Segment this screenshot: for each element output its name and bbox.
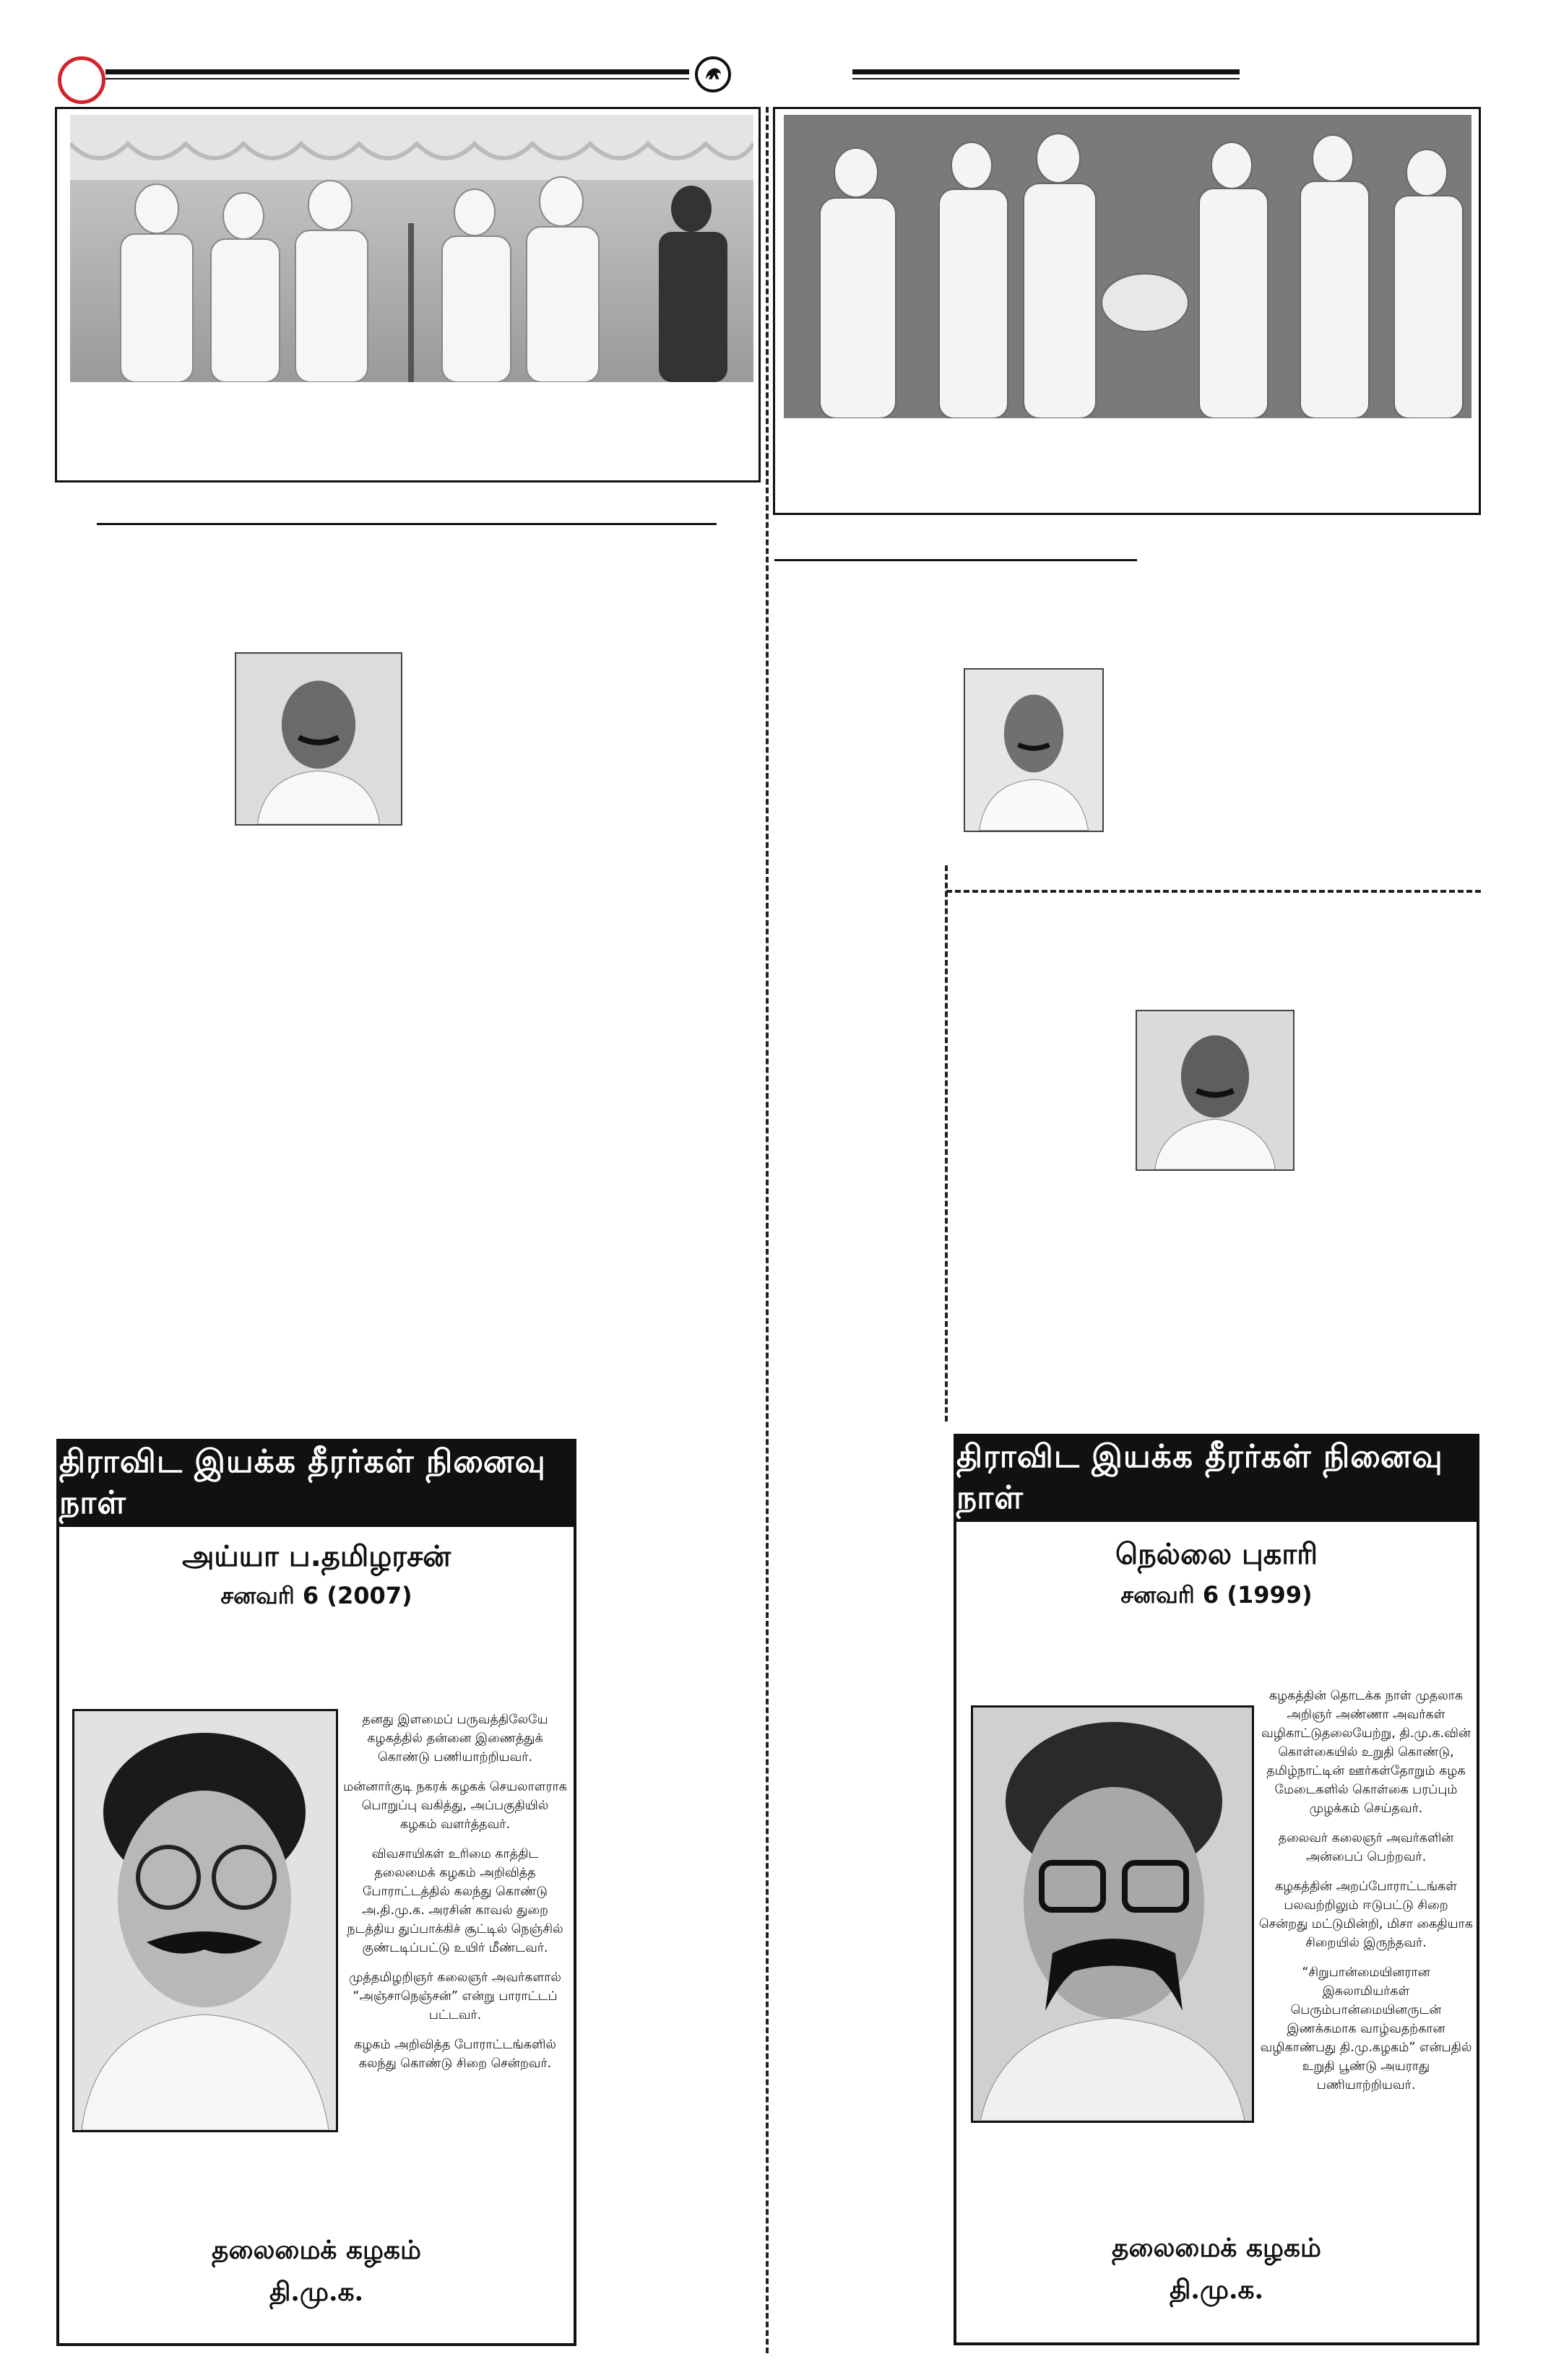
memorial-paragraph: முத்தமிழறிஞர் கலைஞர் அவர்களால் “அஞ்சாநெஞ்சன்” என்று பாராட்டப் பட்டவர். (349, 1970, 561, 2022)
memorial-name: அய்யா ப.தமிழரசன் (181, 1540, 451, 1573)
party-logo-icon (695, 56, 731, 92)
memorial-banner: திராவிட இயக்க தீரர்கள் நினைவு நாள் (956, 1437, 1477, 1522)
page-number-badge (58, 56, 105, 104)
memorial-date: சனவரி 6 (1999) (1120, 1581, 1313, 1609)
memorial-footer-line2: தி.மு.க. (1169, 2275, 1264, 2305)
memorial-banner: திராவிட இயக்க தீரர்கள் நினைவு நாள் (59, 1442, 574, 1527)
memorial-box-tamilarasan (56, 1439, 576, 2346)
memorial-footer-line1: தலைமைக் கழகம் (1112, 2233, 1321, 2263)
portrait-small-right-bottom (1136, 1010, 1295, 1171)
column-divider (766, 107, 769, 2353)
memorial-text (1258, 1687, 1474, 2106)
event-photo-lamp-lighting (70, 115, 753, 382)
header-rule-left (105, 69, 689, 74)
memorial-paragraph: விவசாயிகள் உரிமை காத்திட தலைமைக் கழகம் அறிவித்த போராட்டத்தில் கலந்து கொண்டு அ.தி.மு.க. அரசின் காவல் துறை நடத்திய துப்பாக்கிச் சூட்டில் நெஞ்சில் குண்டடிப்பட்டு உயிர் மீண்டவர். (347, 1847, 563, 1955)
column-divider-right (945, 865, 948, 1421)
memorial-paragraph: தனது இளமைப் பருவத்திலேயே கழகத்தில் தன்னை இணைத்துக் கொண்டு பணியாற்றியவர். (362, 1713, 548, 1765)
memorial-footer-line1: தலைமைக் கழகம் (212, 2235, 421, 2265)
photo-frame-left (55, 107, 761, 483)
memorial-text (342, 1710, 568, 2084)
memorial-box-nellai-pukari (954, 1434, 1479, 2345)
memorial-name: நெல்லை புகாரி (1115, 1538, 1318, 1571)
memorial-portrait (72, 1709, 338, 2132)
memorial-paragraph: “சிறுபான்மையினரான இசுலாமியர்கள் பெரும்பான்மையினருடன் இணக்கமாக வாழ்வதற்கான வழிகாண்பது தி.மு.கழகம்” என்பதில் உறுதி பூண்டு அயராது பணியாற்றியவர். (1260, 1965, 1472, 2093)
memorial-paragraph: கழகத்தின் தொடக்க நாள் முதலாக அறிஞர் அண்ணா அவர்கள் வழிகாட்டுதலையேற்று, தி.மு.க.வின் கொள்கையில் உறுதி கொண்டு, தமிழ்நாட்டின் ஊர்கள்தோறும் கழக மேடைகளில் கொள்கை பரப்பும் முழக்கம் செய்தவர். (1261, 1689, 1471, 1816)
portrait-small-right-top (964, 668, 1104, 832)
memorial-footer (956, 2227, 1477, 2311)
event-photo-gathering (784, 115, 1471, 418)
memorial-portrait (971, 1705, 1254, 2123)
photo-frame-right (773, 107, 1481, 515)
header-rule-right (852, 69, 1240, 74)
memorial-paragraph: தலைவர் கலைஞர் அவர்களின் அன்பைப் பெற்றவர். (1278, 1831, 1454, 1864)
memorial-paragraph: கழகம் அறிவித்த போராட்டங்களில் கலந்து கொண்டு சிறை சென்றவர். (354, 2038, 556, 2071)
header-rule-left-thin (105, 78, 689, 79)
section-rule-right (774, 559, 1137, 561)
memorial-paragraph: கழகத்தின் அறப்போராட்டங்கள் பலவற்றிலும் ஈடுபட்டு சிறை சென்றது மட்டுமின்றி, மிசா கைதியாக சிறையில் இருந்தவர். (1259, 1879, 1473, 1950)
memorial-footer-line2: தி.மு.க. (269, 2277, 364, 2307)
portrait-small-left (235, 652, 402, 826)
memorial-footer (59, 2229, 574, 2313)
memorial-date: சனவரி 6 (2007) (220, 1582, 412, 1609)
section-rule-left (97, 523, 717, 525)
header-rule-right-thin (852, 78, 1240, 79)
memorial-paragraph: மன்னார்குடி நகரக் கழகக் செயலாளராக பொறுப்பு வகித்து, அப்பகுதியில் கழகம் வளர்த்தவர். (343, 1780, 567, 1832)
section-divider-right (946, 890, 1481, 893)
